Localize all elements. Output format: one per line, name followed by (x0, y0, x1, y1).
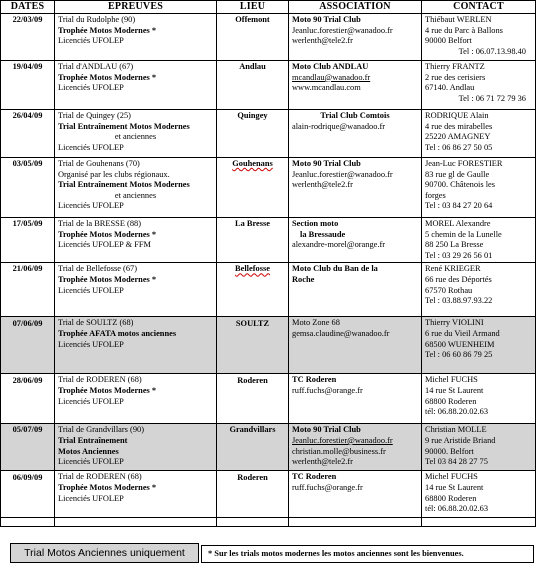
contact-phone: Tel : 03 29 26 56 01 (425, 250, 493, 260)
event-name: Trial d'ANDLAU (67) (58, 62, 134, 71)
event-license: Licenciés UFOLEP & FFM (58, 240, 151, 250)
association-cell (289, 61, 422, 110)
contact-city: 68500 WUENHEIM (425, 339, 495, 349)
association-cell (289, 374, 422, 424)
date-cell: 05/07/09 (1, 424, 55, 471)
event-category-continued: et anciennes (114, 190, 157, 200)
contact-city: 67140. Andlau (425, 83, 475, 93)
contact-city-continued: forges (425, 190, 446, 200)
contact-cell (422, 14, 536, 61)
contact-phone: Tel : 06 86 27 50 05 (425, 142, 493, 152)
lieu-cell: Offemont (217, 14, 289, 61)
event-license: Licenciés UFOLEP (58, 396, 124, 406)
contact-address: 14 rue St Laurent (425, 385, 484, 395)
contact-address: 4 rue du Parc à Ballons (425, 25, 503, 35)
table-row (1, 218, 536, 263)
epreuves-cell (55, 61, 217, 110)
contact-phone: tél: 06.88.20.02.63 (425, 504, 489, 514)
association-email-link[interactable]: mcandlau@wanadoo.fr (292, 72, 371, 82)
contact-cell (422, 424, 536, 471)
association-email-link[interactable]: alexandre-morel@orange.fr (292, 240, 386, 250)
event-name: Trial de Grandvillars (90) (58, 425, 144, 435)
contact-name: MOREL Alexandre (425, 219, 491, 228)
association-email-link[interactable]: Jeanluc.forestier@wanadoo.fr (292, 169, 393, 179)
contact-name: René KRIEGER (425, 264, 481, 274)
contact-name: Christian MOLLE (425, 425, 487, 435)
event-category: Trophée Motos Modernes * (58, 72, 157, 82)
association-email-link[interactable]: Jeanluc.forestier@wanadoo.fr (292, 435, 393, 445)
header-lieu: LIEU (217, 1, 289, 14)
table-row (1, 263, 536, 317)
header-epreuves: EPREUVES (55, 1, 217, 14)
contact-address: 9 rue Aristide Briand (425, 435, 496, 445)
epreuves-cell (55, 158, 217, 218)
lieu-cell (217, 263, 289, 317)
association-name: Moto Zone 68 (292, 318, 340, 328)
date-cell: 17/05/09 (1, 218, 55, 263)
association-cell (289, 158, 422, 218)
lieu-cell: Roderen (217, 471, 289, 518)
contact-cell (422, 218, 536, 263)
contact-address: 14 rue St Laurent (425, 482, 484, 492)
event-category: Trophée AFATA motos anciennes (58, 328, 177, 338)
association-email-link[interactable]: werlenth@tele2.fr (292, 457, 353, 467)
date-cell: 06/09/09 (1, 471, 55, 518)
association-name: Section moto (292, 219, 339, 228)
empty-row (1, 518, 536, 527)
contact-name: Thiébaut WERLEN (425, 15, 492, 24)
table-row (1, 374, 536, 424)
header-row (1, 1, 536, 14)
event-category: Trophée Motos Modernes * (58, 229, 157, 239)
contact-address: 2 rue des cerisiers (425, 72, 486, 82)
empty-cell (289, 518, 422, 527)
contact-phone: Tel : 06 60 86 79 25 (425, 350, 493, 360)
date-cell: 28/06/09 (1, 374, 55, 424)
event-name: Trial de RODEREN (68) (58, 375, 142, 385)
association-cell (289, 218, 422, 263)
contact-phone: Tel : 06.07.13.98.40 (458, 46, 526, 56)
contact-phone: Tel : 06 71 72 79 36 (458, 93, 526, 103)
header-dates: DATES (1, 1, 55, 14)
event-license: Licenciés UFOLEP (58, 83, 124, 93)
epreuves-cell (55, 14, 217, 61)
association-email-link[interactable]: werlenth@tele2.fr (292, 180, 353, 190)
table-row (1, 61, 536, 110)
event-license: Licenciés UFOLEP (58, 493, 124, 503)
contact-city: 90000. Belfort (425, 446, 474, 456)
contact-city: 88 250 La Bresse (425, 240, 484, 250)
contact-name: Thierry FRANTZ (425, 62, 485, 71)
date-cell: 26/04/09 (1, 110, 55, 158)
contact-name: Michel FUCHS (425, 472, 478, 482)
date-cell: 03/05/09 (1, 158, 55, 218)
event-organizer: Organisé par les clubs régionaux. (58, 169, 170, 179)
event-license: Licenciés UFOLEP (58, 36, 124, 46)
lieu-cell (217, 158, 289, 218)
event-name: Trial du Rudolphe (90) (58, 15, 136, 24)
association-name: Moto 90 Trial Club (292, 15, 361, 24)
contact-city: 68800 Roderen (425, 493, 477, 503)
epreuves-cell (55, 471, 217, 518)
contact-phone: Tel 03 84 28 27 75 (425, 457, 488, 467)
event-category-continued: et anciennes (114, 132, 157, 142)
association-website-link[interactable]: www.mcandlau.com (292, 83, 361, 93)
event-license: Licenciés UFOLEP (58, 201, 124, 211)
contact-name: Jean-Luc FORESTIER (425, 159, 503, 168)
association-name: Moto Club du Ban de la (292, 264, 378, 274)
association-cell (289, 14, 422, 61)
event-name: Trial de SOULTZ (68) (58, 318, 134, 328)
empty-cell (1, 518, 55, 527)
association-email-link[interactable]: Jeanluc.forestier@wanadoo.fr (292, 25, 393, 35)
lieu-cell: SOULTZ (217, 317, 289, 374)
event-license: Licenciés UFOLEP (58, 457, 124, 467)
empty-cell (217, 518, 289, 527)
header-association: ASSOCIATION (289, 1, 422, 14)
event-category: Trophée Motos Modernes * (58, 482, 157, 492)
event-name: Trial de RODEREN (68) (58, 472, 142, 482)
association-name: Moto Club ANDLAU (292, 62, 369, 71)
table-row (1, 110, 536, 158)
lieu-text: Bellefosse (235, 264, 270, 274)
lieu-cell: Grandvillars (217, 424, 289, 471)
contact-name: Michel FUCHS (425, 375, 478, 385)
contact-name: Thierry VIOLINI (425, 318, 484, 328)
association-name-continued: la Bressaude (300, 229, 346, 239)
event-category: Trophée Motos Modernes * (58, 274, 157, 284)
epreuves-cell (55, 218, 217, 263)
contact-cell (422, 317, 536, 374)
contact-cell (422, 374, 536, 424)
lieu-cell: Andlau (217, 61, 289, 110)
association-name: Moto 90 Trial Club (292, 159, 361, 168)
lieu-cell: Quingey (217, 110, 289, 158)
contact-address: 83 rue gl de Gaulle (425, 169, 490, 179)
association-cell (289, 263, 422, 317)
association-cell (289, 471, 422, 518)
contact-cell (422, 158, 536, 218)
table-row (1, 14, 536, 61)
epreuves-cell (55, 374, 217, 424)
association-email-link[interactable]: alain-rodrique@wanadoo.fr (292, 121, 386, 131)
empty-cell (422, 518, 536, 527)
association-name: TC Roderen (292, 472, 337, 482)
contact-cell (422, 263, 536, 317)
event-license: Licenciés UFOLEP (58, 285, 124, 295)
association-name: TC Roderen (292, 375, 337, 385)
contact-cell (422, 110, 536, 158)
association-email-link[interactable]: ruff.fuchs@orange.fr (292, 482, 363, 492)
lieu-cell: La Bresse (217, 218, 289, 263)
lieu-text: Gouhenans (232, 159, 273, 168)
header-contact: CONTACT (422, 1, 536, 14)
contact-address: 4 rue des mirabelles (425, 121, 493, 131)
date-cell: 07/06/09 (1, 317, 55, 374)
contact-phone: Tel : 03.88.97.93.22 (425, 296, 493, 306)
association-name: Moto 90 Trial Club (292, 425, 361, 435)
association-cell (289, 317, 422, 374)
event-category: Trial Entraînement Motos Modernes (58, 121, 190, 131)
lieu-cell: Roderen (217, 374, 289, 424)
date-cell: 19/04/09 (1, 61, 55, 110)
contact-city: 90000 Belfort (425, 36, 472, 46)
empty-cell (55, 518, 217, 527)
contact-name: RODRIQUE Alain (425, 111, 489, 120)
association-name-continued: Roche (292, 274, 315, 284)
association-cell (289, 110, 422, 158)
table-row (1, 424, 536, 471)
event-license: Licenciés UFOLEP (58, 142, 124, 152)
legend-grey-box: Trial Motos Anciennes uniquement (10, 543, 199, 563)
event-name: Trial de la BRESSE (88) (58, 219, 141, 228)
event-name: Trial de Gouhenans (70) (58, 159, 140, 168)
event-category: Trial Entraînement (58, 435, 128, 445)
contact-phone: Tel : 03 84 27 20 64 (425, 201, 493, 211)
footnote-box: * Sur les trials motos modernes les motos anciennes sont les bienvenues. (201, 545, 534, 563)
contact-address: 6 rue du Vieil Armand (425, 328, 500, 338)
association-email-link[interactable]: christian.molle@business.fr (292, 446, 386, 456)
contact-cell (422, 61, 536, 110)
event-name: Trial de Bellefosse (67) (58, 264, 138, 274)
association-email-link[interactable]: werlenth@tele2.fr (292, 36, 353, 46)
event-name: Trial de Quingey (25) (58, 111, 131, 120)
contact-city: 67570 Rothau (425, 285, 473, 295)
contact-phone: tél: 06.88.20.02.63 (425, 407, 489, 417)
epreuves-cell (55, 263, 217, 317)
table-row (1, 471, 536, 518)
contact-city: 25220 AMAGNEY (425, 132, 491, 142)
event-category: Trophée Motos Modernes * (58, 25, 157, 35)
contact-city: 90700. Châtenois les (425, 180, 496, 190)
epreuves-cell (55, 424, 217, 471)
table-row (1, 158, 536, 218)
date-cell: 22/03/09 (1, 14, 55, 61)
contact-city: 68800 Roderen (425, 396, 477, 406)
contact-address: 66 rue des Déportés (425, 274, 492, 284)
association-email-link[interactable]: ruff.fuchs@orange.fr (292, 385, 363, 395)
epreuves-cell (55, 110, 217, 158)
event-license: Licenciés UFOLEP (58, 339, 124, 349)
association-name: Trial Club Comtois (320, 111, 390, 120)
contact-cell (422, 471, 536, 518)
association-cell (289, 424, 422, 471)
date-cell: 21/06/09 (1, 263, 55, 317)
contact-address: 5 chemin de la Lunelle (425, 229, 502, 239)
event-category-continued: Motos Anciennes (58, 446, 119, 456)
epreuves-cell (55, 317, 217, 374)
association-email-link[interactable]: gemsa.claudine@wanadoo.fr (292, 328, 390, 338)
event-category: Trophée Motos Modernes * (58, 385, 157, 395)
event-category: Trial Entraînement Motos Modernes (58, 180, 190, 190)
table-row (1, 317, 536, 374)
